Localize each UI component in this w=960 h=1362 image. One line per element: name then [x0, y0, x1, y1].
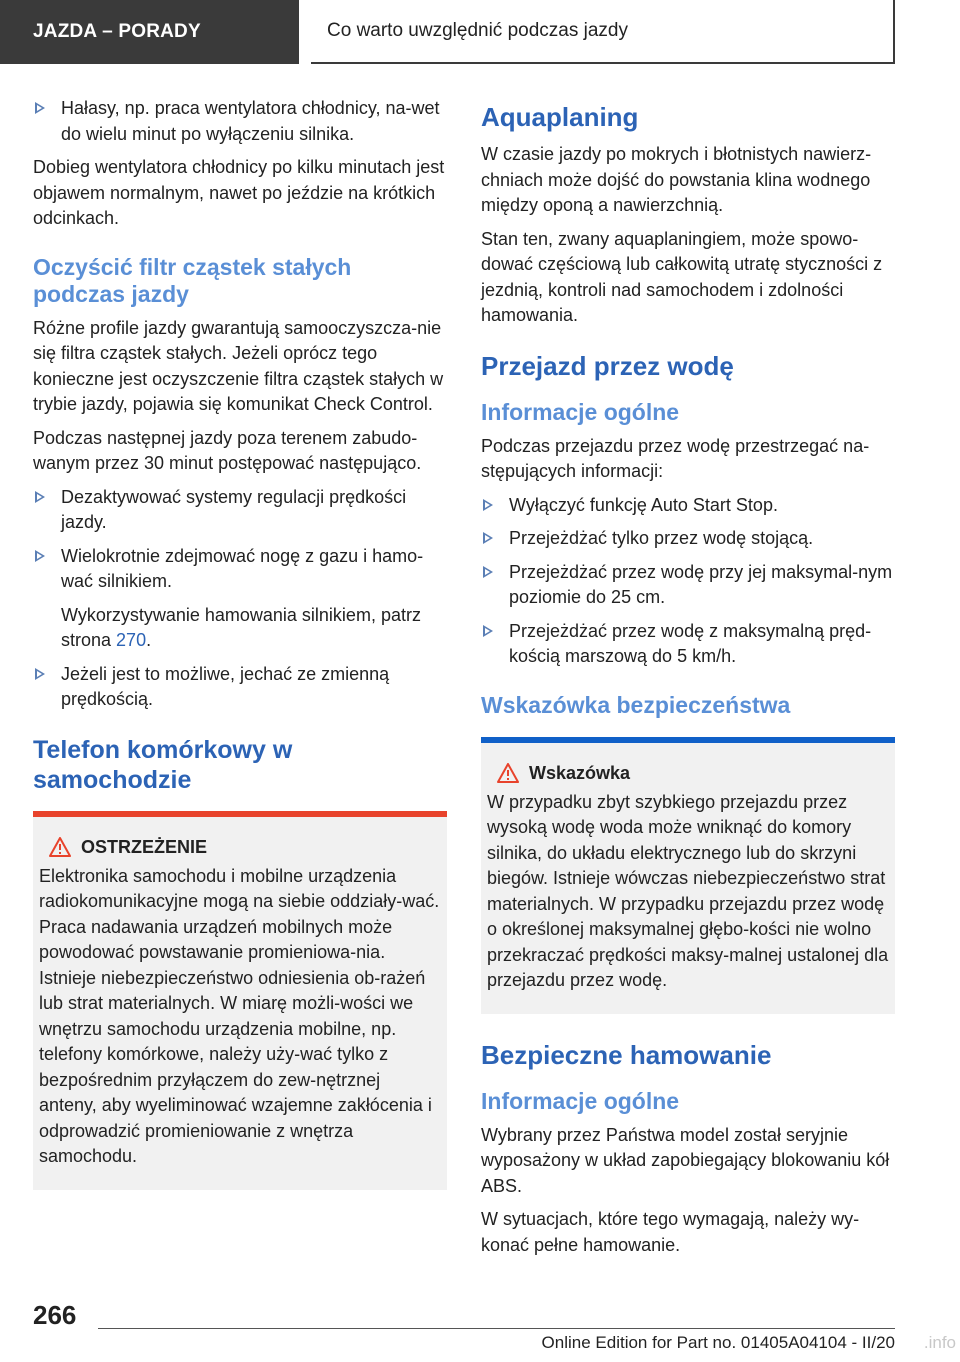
paragraph-water: Podczas przejazdu przez wodę przestrzegać na-stępujących informacji:	[481, 435, 870, 481]
bullet-triangle-icon	[483, 566, 493, 578]
list-item: Przejeżdżać przez wodę przy jej maksymal-nym poziomie do 25 cm.	[481, 560, 895, 611]
heading-brake-general: Informacje ogólne	[481, 1087, 680, 1114]
note-text: W przypadku zbyt szybkiego przejazdu przez wysoką wodę woda może wniknąć do komory silnika, do układu elektrycznego lub do skrzyni biegów. Istnieje wówczas niebezpieczeństwo strat materialnych. W przypadku przejazdu przez wodę o określonej maksymalnej głębo-kości nie wolno przekraczać prędkości maksy-malnej ustalonej dla przejazdu przez wodę.	[487, 791, 889, 990]
warning-triangle-icon	[497, 763, 519, 783]
heading-water: Przejazd przez wodę	[481, 350, 734, 381]
left-column	[33, 96, 447, 1190]
bullet-triangle-icon	[483, 532, 493, 544]
bullet-triangle-icon	[35, 102, 45, 114]
list-item: Przejeżdżać tylko przez wodę stojącą.	[481, 526, 895, 552]
heading-phone: Telefon komórkowy w samochodzie	[33, 735, 293, 794]
warning-title: OSTRZEŻENIE	[39, 837, 441, 858]
list-item: Dezaktywować systemy regulacji prędkości jazdy.	[33, 485, 447, 536]
watermark: .info	[923, 1333, 956, 1352]
heading-safety: Wskazówka bezpieczeństwa	[481, 691, 791, 718]
paragraph-filter-2: Podczas następnej jazdy poza terenem zabudo-wanym przez 30 minut postępować następująco.	[33, 427, 422, 473]
list-item: Jeżeli jest to możliwe, jechać ze zmienną prędkością.	[33, 662, 447, 713]
paragraph-brake-2: W sytuacjach, które tego wymagają, należy wy-konać pełne hamowanie.	[481, 1209, 860, 1255]
page-link[interactable]: 270	[116, 630, 147, 650]
bullet-triangle-icon	[483, 625, 493, 637]
footer-divider	[98, 1328, 895, 1329]
warning-box	[33, 811, 447, 1190]
bullet-triangle-icon	[35, 491, 45, 503]
right-column	[481, 96, 895, 1266]
edition-text: Online Edition for Part no. 01405A04104 - II/20	[541, 1333, 895, 1352]
page-number: 266	[33, 1300, 77, 1330]
warning-text: Elektronika samochodu i mobilne urządzenia radiokomunikacyjne mogą na siebie oddziały-wać. Praca nadawania urządzeń mobilnych może powodować powstawanie promieniowa-nia. Istnieje niebezpieczeństwo odniesienia ob-rażeń lub strat materialnych. W miarę możli-wości we wnętrzu samochodu urządzenia mobilne, np. telefony komórkowe, należy uży-wać tylko z bezpośrednim przyłączem do zew-nętrznej anteny, aby wyeliminować wzajemne zakłócenia i odprowadzić promieniowanie z wnętrza samochodu.	[39, 865, 440, 1166]
heading-water-general: Informacje ogólne	[481, 398, 680, 425]
section-tab: JAZDA – PORADY	[0, 0, 299, 64]
bullet-triangle-icon	[35, 668, 45, 680]
list-item: Wielokrotnie zdejmować nogę z gazu i hamo-wać silnikiem.	[33, 544, 447, 595]
note-box	[481, 737, 895, 1014]
paragraph-aqua-1: W czasie jazdy po mokrych i błotnistych nawierz-chniach może dojść do powstania klina wodnego między oponą a nawierzchnią.	[481, 144, 872, 215]
paragraph-aqua-2: Stan ten, zwany aquaplaningiem, może spowo-dować częściową lub całkowitą utratę styczności z jezdnią, kontroli nad samochodem i zdolności hamowania.	[481, 228, 883, 325]
engine-brake-reference: Wykorzystywanie hamowania silnikiem, patrz strona 270.	[61, 604, 421, 650]
page-title: Co warto uwzględnić podczas jazdy	[311, 0, 895, 64]
paragraph-filter-1: Różne profile jazdy gwarantują samooczyszcza-nie się filtra cząstek stałych. Jeżeli oprócz tego konieczne jest oczyszczenie filtra cząstek stałych w trybie jazdy, pojawia się komunikat Check Control.	[33, 317, 444, 414]
note-title: Wskazówka	[487, 763, 889, 784]
paragraph-fan: Dobieg wentylatora chłodnicy po kilku minutach jest objawem normalnym, nawet po jeździe na krótkich odcinkach.	[33, 157, 445, 228]
heading-brake: Bezpieczne hamowanie	[481, 1039, 772, 1070]
heading-filter: Oczyścić filtr cząstek stałych podczas jazdy	[33, 253, 352, 307]
heading-aquaplaning: Aquaplaning	[481, 102, 639, 132]
list-item: Przejeżdżać przez wodę z maksymalną pręd-kością marszową do 5 km/h.	[481, 619, 895, 670]
list-item: Wyłączyć funkcję Auto Start Stop.	[481, 493, 895, 519]
warning-triangle-icon	[49, 837, 71, 857]
list-item: Hałasy, np. praca wentylatora chłodnicy, na-wet do wielu minut po wyłączeniu silnika.	[33, 96, 447, 147]
paragraph-brake-1: Wybrany przez Państwa model został seryjnie wyposażony w układ zapobiegający blokowaniu kół ABS.	[481, 1124, 890, 1196]
bullet-triangle-icon	[35, 550, 45, 562]
bullet-triangle-icon	[483, 499, 493, 511]
